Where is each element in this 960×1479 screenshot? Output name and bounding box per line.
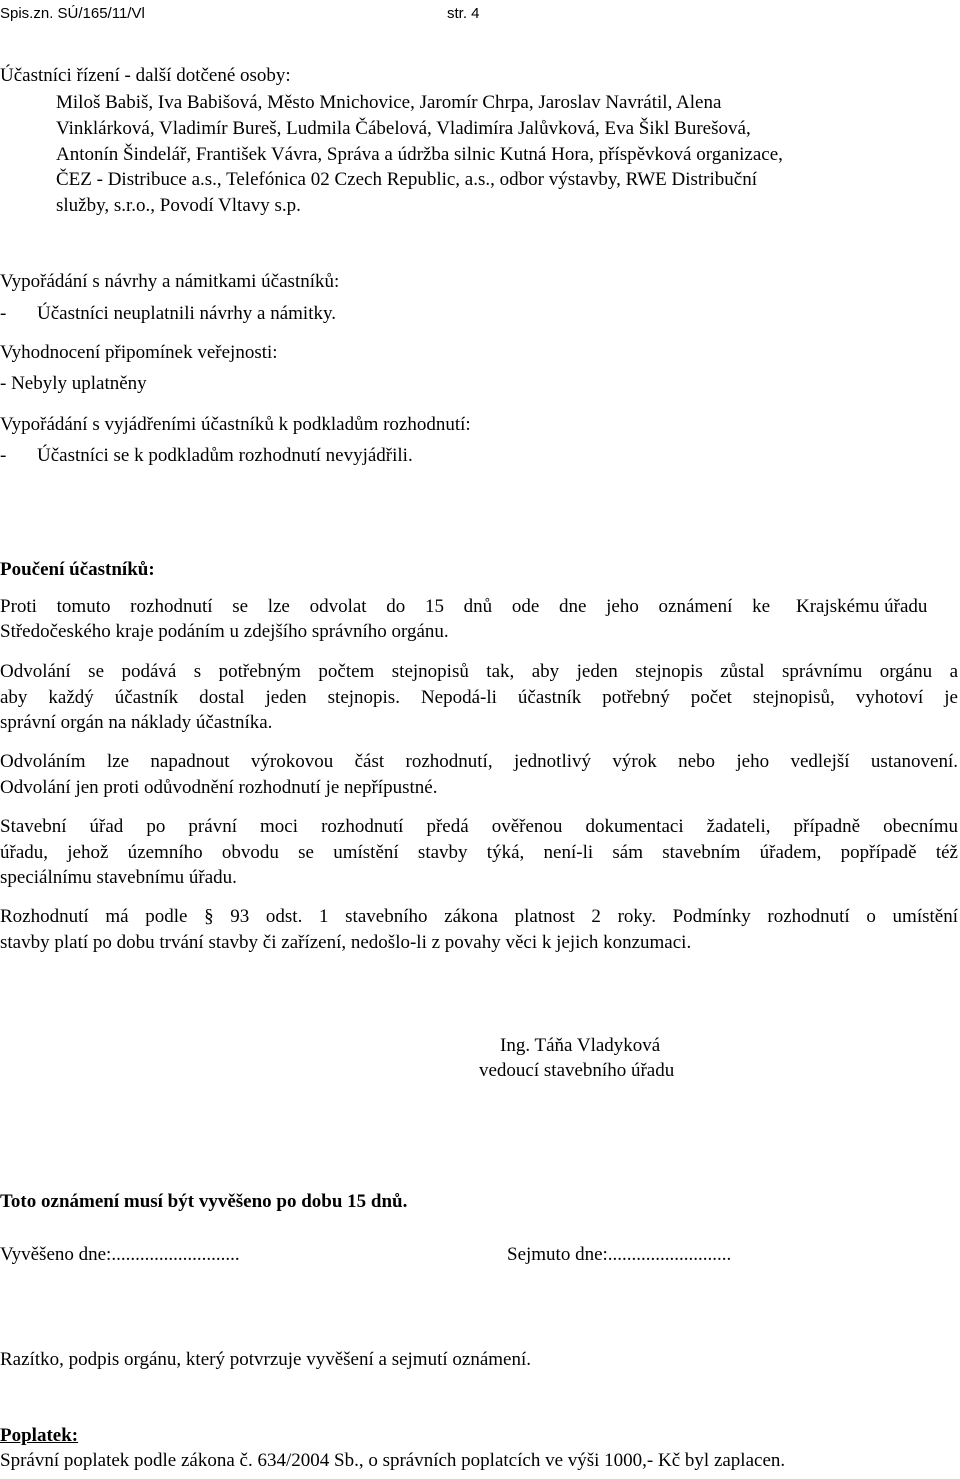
objections-dash: - (0, 303, 7, 324)
instruction-p2-line: Odvolání se podává s potřebným počtem stejnopisů tak, aby jeden stejnopis zůstal správnímu orgánu a (0, 661, 958, 682)
signatory-name: Ing. Táňa Vladyková (500, 1035, 661, 1056)
instruction-p1-line-end: Krajskému úřadu (796, 596, 928, 617)
participants-heading: Účastníci řízení - další dotčené osoby: (0, 65, 291, 86)
fee-heading: Poplatek: (0, 1425, 79, 1446)
statements-heading: Vypořádání s vyjádřeními účastníků k podkladům rozhodnutí: (0, 414, 471, 435)
instruction-p3-line: Odvolání jen proti odůvodnění rozhodnutí je nepřípustné. (0, 777, 438, 798)
participants-line: služby, s.r.o., Povodí Vltavy s.p. (56, 195, 301, 216)
public-comments-heading: Vyhodnocení připomínek veřejnosti: (0, 342, 278, 363)
instruction-p1-line: Středočeského kraje podáním u zdejšího správního orgánu. (0, 621, 449, 642)
objections-heading: Vypořádání s návrhy a námitkami účastníků: (0, 271, 340, 292)
participants-line: Antonín Šindelář, František Vávra, Správa a údržba silnic Kutná Hora, příspěvková organizace, (56, 144, 783, 165)
participants-line: ČEZ - Distribuce a.s., Telefónica 02 Czech Republic, a.s., odbor výstavby, RWE Distribuční (56, 169, 757, 190)
posting-rule: Toto oznámení musí být vyvěšeno po dobu 15 dnů. (0, 1191, 408, 1212)
posted-date-field: Vyvěšeno dne:........................... (0, 1244, 240, 1265)
instruction-p4-line: úřadu, jehož územního obvodu se umístění stavby týká, není-li sám stavebním úřadem, popřípadě též (0, 842, 958, 863)
statements-item: Účastníci se k podkladům rozhodnutí nevyjádřili. (37, 445, 413, 466)
instruction-p5-line: Rozhodnutí má podle § 93 odst. 1 stavebního zákona platnost 2 roky. Podmínky rozhodnutí o umístění (0, 906, 958, 927)
instruction-p2-line: aby každý účastník dostal jeden stejnopis. Nepodá-li účastník potřebný počet stejnopisů, vyhotoví je (0, 687, 958, 708)
instruction-p4-line: Stavební úřad po právní moci rozhodnutí předá ověřenou dokumentaci žadateli, případně obecnímu (0, 816, 958, 837)
instruction-p4-line: speciálnímu stavebnímu úřadu. (0, 867, 237, 888)
statements-dash: - (0, 445, 7, 466)
objections-item: Účastníci neuplatnili návrhy a námitky. (37, 303, 336, 324)
signatory-title: vedoucí stavebního úřadu (479, 1060, 675, 1081)
instruction-p1-line: Proti tomuto rozhodnutí se lze odvolat do 15 dnů ode dne jeho oznámení ke (0, 596, 770, 617)
instruction-p5-line: stavby platí po dobu trvání stavby či zařízení, nedošlo-li z povahy věci k jejich konzumaci. (0, 932, 692, 953)
removed-date-field: Sejmuto dne:.......................... (507, 1244, 732, 1265)
participants-line: Vinklárková, Vladimír Bureš, Ludmila Čábelová, Vladimíra Jalůvková, Eva Šikl Burešová, (56, 118, 751, 139)
document-reference: Spis.zn. SÚ/165/11/Vl (0, 5, 145, 22)
public-comments-item: - Nebyly uplatněny (0, 373, 147, 394)
instruction-p3-line: Odvoláním lze napadnout výrokovou část rozhodnutí, jednotlivý výrok nebo jeho vedlejší ustanovení. (0, 751, 958, 772)
stamp-signature-line: Razítko, podpis orgánu, který potvrzuje vyvěšení a sejmutí oznámení. (0, 1349, 531, 1370)
instruction-heading: Poučení účastníků: (0, 559, 155, 580)
participants-line: Miloš Babiš, Iva Babišová, Město Mnichovice, Jaromír Chrpa, Jaroslav Navrátil, Alena (56, 92, 722, 113)
instruction-p2-line: správní orgán na náklady účastníka. (0, 712, 273, 733)
page-number: str. 4 (447, 5, 480, 22)
fee-text: Správní poplatek podle zákona č. 634/2004 Sb., o správních poplatcích ve výši 1000,- Kč byl zaplacen. (0, 1450, 786, 1471)
